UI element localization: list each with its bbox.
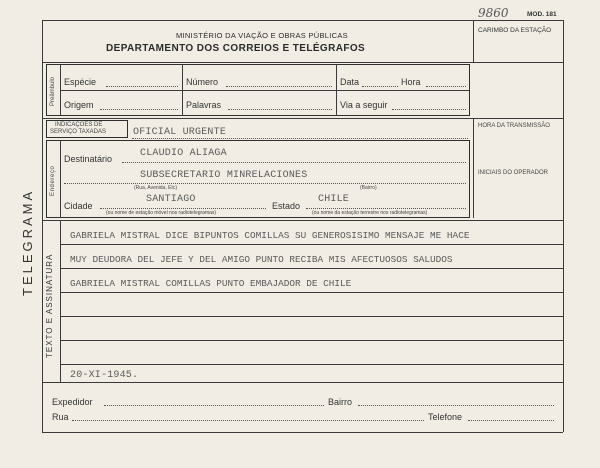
- cidade-field[interactable]: [100, 208, 266, 209]
- frame-left: [42, 20, 43, 432]
- bairro-field[interactable]: [358, 405, 554, 406]
- frame-right: [563, 20, 564, 432]
- palavras-field[interactable]: [228, 109, 332, 110]
- text-rule-5: [60, 340, 563, 341]
- destinatario-field[interactable]: [122, 162, 466, 163]
- postmark-label: CARIMBO DA ESTAÇÃO: [478, 27, 552, 34]
- department-title: DEPARTAMENTO DOS CORREIOS E TELÉGRAFOS: [106, 43, 366, 54]
- iniciais-operador-label: INICIAIS DO OPERADOR: [478, 170, 549, 176]
- text-rule-1: [60, 244, 563, 245]
- rua-field[interactable]: [72, 420, 424, 421]
- text-rule-6: [60, 364, 563, 365]
- header-divider: [473, 20, 474, 62]
- message-line-2: MUY DEUDORA DEL JEFE Y DEL AMIGO PUNTO RECIBA MIS AFECTUOSOS SALUDOS: [70, 254, 453, 265]
- text-section-bottom: [42, 382, 563, 383]
- cidade-value: SANTIAGO: [146, 194, 196, 205]
- especie-field[interactable]: [106, 86, 178, 87]
- preambulo-side-label: Preâmbulo: [50, 76, 56, 106]
- numero-label: Número: [186, 77, 219, 87]
- service-label-line1: INDICAÇÕES DE: [55, 122, 103, 128]
- endereco-side-divider: [60, 140, 61, 218]
- estado-label: Estado: [272, 201, 301, 211]
- numero-field[interactable]: [226, 86, 332, 87]
- endereco-side-label: Endereço: [50, 165, 56, 196]
- cidade-note: (ou nome de estação móvel nos radiotelegramas): [106, 210, 217, 216]
- hora-transmissao-label: HORA DA TRANSMISSÃO: [478, 123, 550, 129]
- destinatario-label: Destinatário: [64, 154, 113, 164]
- estado-field[interactable]: [306, 208, 466, 209]
- via-label: Via a seguir: [340, 100, 388, 110]
- estado-note: (ou nome da estação terrestre nos radiotelegramas): [312, 210, 428, 216]
- handwritten-number: 9860: [478, 6, 509, 20]
- form-code: MOD. 181: [527, 11, 557, 18]
- service-top-line: [42, 118, 473, 119]
- rua-label: Rua: [52, 412, 69, 422]
- hora-field[interactable]: [426, 86, 466, 87]
- right-column-top-line: [473, 118, 563, 119]
- data-field[interactable]: [362, 86, 398, 87]
- text-rule-2: [60, 268, 563, 269]
- right-column-divider: [473, 118, 474, 218]
- expedidor-label: Expedidor: [52, 397, 93, 407]
- via-field[interactable]: [392, 109, 466, 110]
- header-bottom-line: [42, 62, 563, 63]
- hora-label: Hora: [401, 77, 421, 87]
- frame-bottom: [42, 432, 563, 433]
- text-section-top: [42, 220, 563, 221]
- service-field-line: [132, 138, 468, 139]
- telegram-vertical-title: TELEGRAMA: [20, 188, 35, 296]
- frame-top: [42, 20, 563, 21]
- address-line-value: SUBSECRETARIO MINRELACIONES: [140, 170, 308, 181]
- text-rule-3: [60, 292, 563, 293]
- telefone-label: Telefone: [428, 412, 463, 422]
- telefone-field[interactable]: [468, 420, 554, 421]
- origem-field[interactable]: [100, 109, 178, 110]
- message-line-3: GABRIELA MISTRAL COMILLAS PUNTO EMBAJADOR DE CHILE: [70, 278, 352, 289]
- ministry-title: MINISTÉRIO DA VIAÇÃO E OBRAS PÚBLICAS: [176, 31, 348, 40]
- destinatario-value: CLAUDIO ALIAGA: [140, 148, 227, 159]
- message-line-1: GABRIELA MISTRAL DICE BIPUNTOS COMILLAS SU GENEROSISIMO MENSAJE ME HACE: [70, 230, 470, 241]
- especie-label: Espécie: [64, 77, 97, 87]
- rua-note: (Rua, Avenida, Etc): [134, 185, 177, 191]
- texto-side-label: TEXTO E ASSINATURA: [45, 253, 54, 358]
- address-line-field[interactable]: [64, 183, 466, 184]
- expedidor-field[interactable]: [104, 405, 324, 406]
- preambulo-mid-line: [60, 90, 469, 91]
- message-date: 20-XI-1945.: [70, 370, 139, 381]
- estado-value: CHILE: [318, 194, 350, 205]
- palavras-label: Palavras: [186, 100, 222, 110]
- service-value: OFICIAL URGENTE: [133, 127, 227, 138]
- bairro-label: Bairro: [328, 397, 353, 407]
- bairro-note: (Bairro): [360, 185, 377, 191]
- origem-label: Origem: [64, 100, 94, 110]
- service-label-line2: SERVIÇO TAXADAS: [50, 129, 107, 135]
- cidade-label: Cidade: [64, 201, 93, 211]
- text-rule-4: [60, 316, 563, 317]
- data-label: Data: [340, 77, 360, 87]
